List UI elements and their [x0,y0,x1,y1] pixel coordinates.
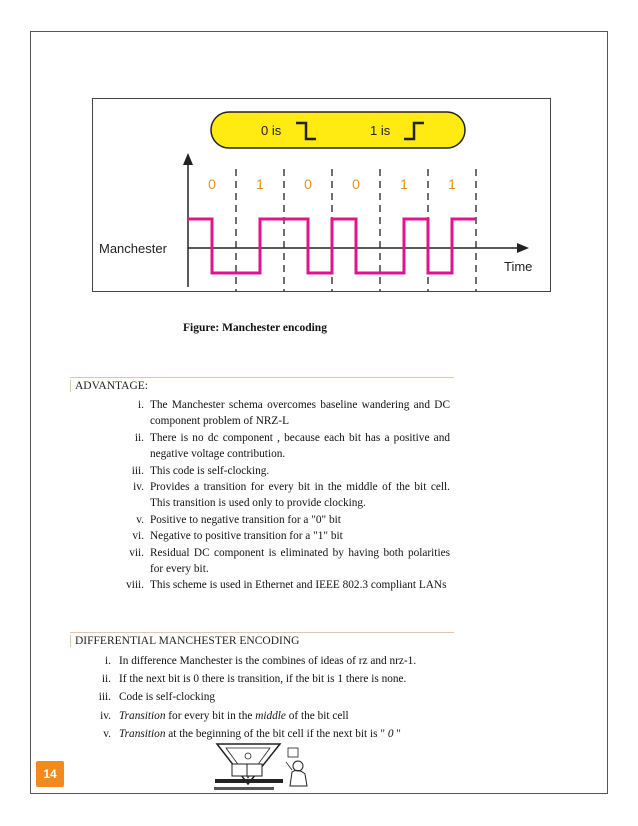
list-text-part: middle [255,709,286,722]
list-number: ii. [134,431,144,444]
bit-label: 1 [448,176,456,192]
advantage-heading-text: ADVANTAGE: [70,380,148,392]
manchester-diagram [93,99,552,293]
list-text-part: Transition [119,727,166,740]
legend-pill [211,112,465,148]
differential-heading-text: DIFFERENTIAL MANCHESTER ENCODING [70,635,299,647]
list-number: v. [136,513,144,526]
y-axis-label: Manchester [99,241,167,256]
list-text: There is no dc component , because each bit has a positive and negative voltage contribution. [150,431,450,461]
list-text: Provides a transition for every bit in the middle of the bit cell. This transition is used only to provide clocking. [150,481,450,510]
legend-zero-label: 0 is [261,123,282,138]
manchester-signal [188,219,476,273]
list-number: iii. [131,464,144,477]
advantage-item [125,512,450,528]
bit-label: 1 [256,176,264,192]
differential-list [92,652,472,743]
x-axis-arrow [517,243,529,253]
differential-item [92,688,472,706]
differential-heading [70,632,454,647]
advantage-item [125,479,450,512]
bit-label: 0 [304,176,312,192]
differential-item [92,670,472,688]
advantage-heading [70,377,454,392]
list-text-part: of the bit cell [285,709,349,722]
page-number-badge: 14 [36,761,64,787]
list-text-part: " [393,727,401,740]
list-number: iii. [98,691,111,704]
advantage-item [125,397,450,430]
list-number: ii. [101,673,111,686]
bit-label: 0 [352,176,360,192]
list-text-part: for every bit in the [165,709,256,722]
list-text: This code is self-clocking. [150,464,270,477]
list-number: viii. [126,579,144,592]
list-text: Positive to negative transition for a "0" bit [150,513,341,526]
advantage-item [125,545,450,578]
bit-label: 1 [400,176,408,192]
list-number: vii. [129,546,144,559]
list-text: The Manchester schema overcomes baseline wandering and DC component problem of NRZ-L [150,399,450,428]
list-number: iv. [133,481,144,494]
list-text-part: Transition [119,709,166,722]
list-number: i. [138,399,144,411]
list-number: i. [105,655,111,667]
list-text-part: 0 [387,727,394,740]
list-number: vi. [132,530,144,543]
list-text: Negative to positive transition for a "1" bit [150,530,343,543]
list-text: In difference Manchester is the combines of ideas of rz and nrz-1. [119,655,417,667]
bit-label: 0 [208,176,216,192]
x-axis-label: Time [504,259,533,274]
legend-one-label: 1 is [370,123,391,138]
advantage-item [125,577,450,593]
list-text: Code is self-clocking [119,691,216,704]
list-text-part: at the beginning of the bit cell if the next bit is " [165,727,388,740]
advantage-item [125,430,450,463]
differential-item [92,652,472,670]
advantage-list [125,397,450,594]
institution-logo [212,742,312,792]
advantage-item [125,528,450,544]
list-number: iv. [100,709,111,722]
manchester-figure [92,98,551,292]
differential-item [92,725,472,743]
list-number: v. [103,727,111,740]
differential-item [92,707,472,725]
list-text: Residual DC component is eliminated by having both polarities for every bit. [150,546,450,576]
list-text: If the next bit is 0 there is transition, if the bit is 1 there is none. [119,673,407,686]
list-text: This scheme is used in Ethernet and IEEE 802.3 compliant LANs [150,579,447,592]
figure-caption: Figure: Manchester encoding [183,322,327,334]
advantage-item [125,463,450,479]
y-axis-arrow [183,153,193,165]
